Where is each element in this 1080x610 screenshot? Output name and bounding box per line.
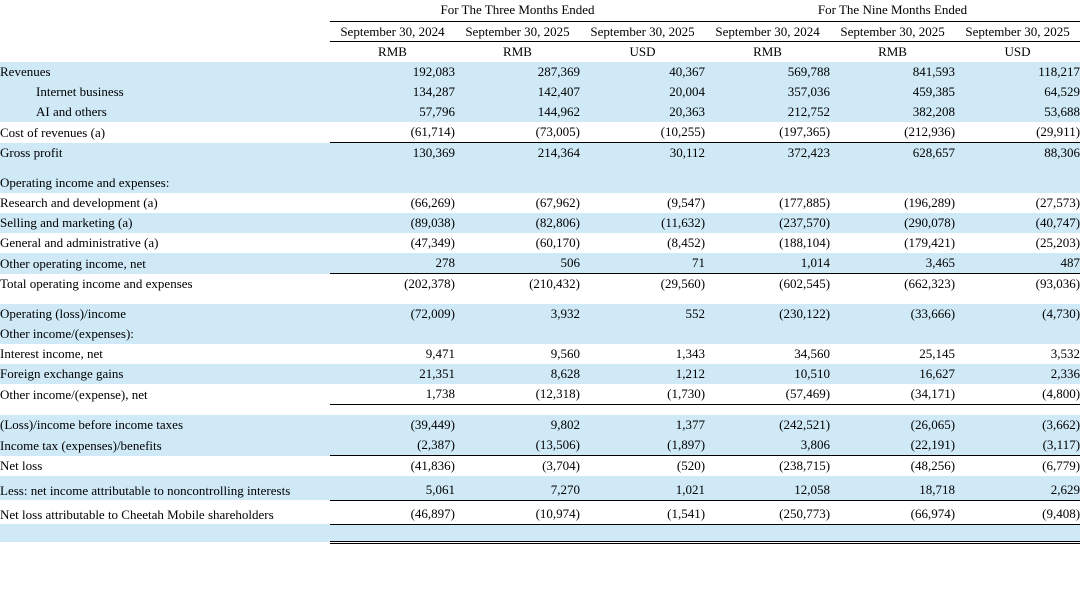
- row-value-5: 841,593: [830, 62, 955, 82]
- row-value-2: 3,932: [455, 304, 580, 324]
- row-value-6: (29,911): [955, 122, 1080, 143]
- row-label: Foreign exchange gains: [0, 364, 330, 384]
- row-value-1: (202,378): [330, 274, 455, 295]
- row-value-5: 16,627: [830, 364, 955, 384]
- row-value-1: (72,009): [330, 304, 455, 324]
- table-row: [0, 324, 1080, 344]
- row-value-2: [455, 173, 580, 193]
- row-label: Other income/(expenses):: [0, 324, 330, 344]
- row-value-4: (57,469): [705, 384, 830, 405]
- row-value-3: (10,255): [580, 122, 705, 143]
- header-group-row: [0, 0, 1080, 22]
- row-value-3: (11,632): [580, 213, 705, 233]
- row-value-1: 192,083: [330, 62, 455, 82]
- header-currency-5: RMB: [878, 44, 907, 59]
- row-value-3: (9,547): [580, 193, 705, 213]
- spacer-cell: [580, 294, 705, 304]
- row-label: Operating (loss)/income: [0, 304, 330, 324]
- table-row: [0, 193, 1080, 213]
- spacer-cell: [955, 294, 1080, 304]
- row-value-1: 1,738: [330, 384, 455, 405]
- row-value-4: (237,570): [705, 213, 830, 233]
- row-value-3: 552: [580, 304, 705, 324]
- row-value-2: 7,270: [455, 476, 580, 500]
- row-label: Selling and marketing (a): [0, 213, 330, 233]
- row-value-5: (48,256): [830, 456, 955, 477]
- row-value-3: (8,452): [580, 233, 705, 253]
- row-value-2: 287,369: [455, 62, 580, 82]
- header-date-6: [955, 22, 1080, 42]
- row-value-2: (3,704): [455, 456, 580, 477]
- row-value-2: (82,806): [455, 213, 580, 233]
- row-value-5: (212,936): [830, 122, 955, 143]
- row-value-3: 71: [580, 253, 705, 274]
- spacer-cell: [580, 405, 705, 416]
- table-row: [0, 364, 1080, 384]
- row-value-1: [330, 173, 455, 193]
- row-label: AI and others: [0, 102, 330, 122]
- header-date-label: September 30, 2025: [830, 24, 955, 42]
- spacer-cell: [705, 163, 830, 173]
- row-label: General and administrative (a): [0, 233, 330, 253]
- row-label: Interest income, net: [0, 344, 330, 364]
- table-row: [0, 435, 1080, 456]
- row-value-6: (93,036): [955, 274, 1080, 295]
- row-value-4: (238,715): [705, 456, 830, 477]
- row-value-3: 1,377: [580, 415, 705, 435]
- row-value-4: 357,036: [705, 82, 830, 102]
- row-value-1: 57,796: [330, 102, 455, 122]
- table-row: [0, 82, 1080, 102]
- table-row: [0, 213, 1080, 233]
- row-value-5: (34,171): [830, 384, 955, 405]
- row-label: Total operating income and expenses: [0, 274, 330, 295]
- spacer-row: [0, 405, 1080, 416]
- row-value-2: (60,170): [455, 233, 580, 253]
- row-value-1: (89,038): [330, 213, 455, 233]
- row-value-4: 569,788: [705, 62, 830, 82]
- row-value-3: 1,212: [580, 364, 705, 384]
- row-value-1: (61,714): [330, 122, 455, 143]
- spacer-cell: [455, 163, 580, 173]
- row-label: Net loss attributable to Cheetah Mobile shareholders: [0, 500, 330, 524]
- row-value-4: [705, 173, 830, 193]
- row-value-6: (3,117): [955, 435, 1080, 456]
- spacer-cell: [330, 294, 455, 304]
- row-value-4: (250,773): [705, 500, 830, 524]
- row-value-4: (197,365): [705, 122, 830, 143]
- header-date-4: [705, 22, 830, 42]
- row-value-1: 5,061: [330, 476, 455, 500]
- spacer-row: [0, 294, 1080, 304]
- row-value-4: 372,423: [705, 143, 830, 164]
- header-date-label: September 30, 2025: [455, 24, 580, 42]
- header-empty-cell: [0, 22, 330, 42]
- row-value-2: (13,506): [455, 435, 580, 456]
- row-value-4: 212,752: [705, 102, 830, 122]
- row-value-3: (29,560): [580, 274, 705, 295]
- header-corner-cell: [0, 0, 330, 22]
- header-group-2: [705, 0, 1080, 22]
- row-value-2: 142,407: [455, 82, 580, 102]
- closing-rule-cell: [830, 524, 955, 542]
- row-value-3: (1,730): [580, 384, 705, 405]
- row-value-4: 10,510: [705, 364, 830, 384]
- closing-rule-cell: [955, 524, 1080, 542]
- row-value-5: [830, 173, 955, 193]
- row-label: Research and development (a): [0, 193, 330, 213]
- row-value-6: [955, 173, 1080, 193]
- row-value-1: [330, 324, 455, 344]
- row-value-2: (12,318): [455, 384, 580, 405]
- row-value-2: (10,974): [455, 500, 580, 524]
- header-group-label: For The Three Months Ended: [330, 0, 705, 22]
- row-value-2: (67,962): [455, 193, 580, 213]
- row-value-5: 18,718: [830, 476, 955, 500]
- spacer-cell: [705, 405, 830, 416]
- row-value-3: (1,897): [580, 435, 705, 456]
- row-label: Operating income and expenses:: [0, 173, 330, 193]
- row-value-1: 134,287: [330, 82, 455, 102]
- spacer-cell: [580, 163, 705, 173]
- table-row: [0, 384, 1080, 405]
- row-value-6: 118,217: [955, 62, 1080, 82]
- header-date-row: [0, 22, 1080, 42]
- table-row: [0, 304, 1080, 324]
- table-row: [0, 344, 1080, 364]
- row-value-6: (4,800): [955, 384, 1080, 405]
- closing-rule-cell: [580, 524, 705, 542]
- row-value-6: (9,408): [955, 500, 1080, 524]
- header-date-5: [830, 22, 955, 42]
- spacer-cell: [830, 163, 955, 173]
- row-value-5: 628,657: [830, 143, 955, 164]
- spacer-cell: [830, 294, 955, 304]
- row-value-4: 34,560: [705, 344, 830, 364]
- row-value-6: 2,629: [955, 476, 1080, 500]
- row-value-6: (40,747): [955, 213, 1080, 233]
- header-date-label: September 30, 2024: [330, 24, 455, 42]
- row-value-2: [455, 324, 580, 344]
- row-value-3: 40,367: [580, 62, 705, 82]
- spacer-row: [0, 163, 1080, 173]
- row-value-2: 144,962: [455, 102, 580, 122]
- header-currency-6: USD: [1004, 44, 1031, 59]
- row-label: Income tax (expenses)/benefits: [0, 435, 330, 456]
- header-empty-cell-2: [0, 42, 330, 62]
- table-row: [0, 62, 1080, 82]
- spacer-label-cell: [0, 405, 330, 416]
- row-value-2: 9,560: [455, 344, 580, 364]
- header-date-2: [455, 22, 580, 42]
- row-value-5: (66,974): [830, 500, 955, 524]
- spacer-cell: [830, 405, 955, 416]
- row-value-6: (25,203): [955, 233, 1080, 253]
- row-value-4: (177,885): [705, 193, 830, 213]
- row-value-5: 459,385: [830, 82, 955, 102]
- row-label: (Loss)/income before income taxes: [0, 415, 330, 435]
- spacer-label-cell: [0, 294, 330, 304]
- spacer-cell: [955, 163, 1080, 173]
- row-value-1: (46,897): [330, 500, 455, 524]
- row-value-5: (22,191): [830, 435, 955, 456]
- spacer-cell: [455, 405, 580, 416]
- spacer-cell: [705, 294, 830, 304]
- row-value-3: (520): [580, 456, 705, 477]
- row-value-4: (602,545): [705, 274, 830, 295]
- row-value-6: (4,730): [955, 304, 1080, 324]
- row-value-5: (26,065): [830, 415, 955, 435]
- row-value-1: (2,387): [330, 435, 455, 456]
- row-value-5: (196,289): [830, 193, 955, 213]
- row-value-1: 21,351: [330, 364, 455, 384]
- header-currency-2: RMB: [503, 44, 532, 59]
- row-value-3: 30,112: [580, 143, 705, 164]
- closing-rule-label-cell: [0, 524, 330, 542]
- row-label: Gross profit: [0, 143, 330, 164]
- row-value-1: 130,369: [330, 143, 455, 164]
- row-value-5: (179,421): [830, 233, 955, 253]
- row-value-1: (66,269): [330, 193, 455, 213]
- row-value-4: [705, 324, 830, 344]
- header-group-label: For The Nine Months Ended: [705, 0, 1080, 22]
- header-date-label: September 30, 2025: [955, 24, 1080, 42]
- row-value-2: 9,802: [455, 415, 580, 435]
- row-value-1: (41,836): [330, 456, 455, 477]
- table-row: [0, 173, 1080, 193]
- header-date-1: [330, 22, 455, 42]
- table-row: [0, 476, 1080, 500]
- row-value-1: (39,449): [330, 415, 455, 435]
- closing-rule-cell: [330, 524, 455, 542]
- row-value-4: (188,104): [705, 233, 830, 253]
- spacer-cell: [955, 405, 1080, 416]
- row-value-5: 25,145: [830, 344, 955, 364]
- row-value-1: (47,349): [330, 233, 455, 253]
- row-value-6: (6,779): [955, 456, 1080, 477]
- row-value-2: 214,364: [455, 143, 580, 164]
- row-value-4: (242,521): [705, 415, 830, 435]
- row-value-6: [955, 324, 1080, 344]
- row-value-6: 3,532: [955, 344, 1080, 364]
- row-value-3: 20,004: [580, 82, 705, 102]
- row-value-6: 2,336: [955, 364, 1080, 384]
- table-row: [0, 274, 1080, 295]
- spacer-label-cell: [0, 163, 330, 173]
- closing-rule-cell: [705, 524, 830, 542]
- row-value-3: (1,541): [580, 500, 705, 524]
- row-value-5: 3,465: [830, 253, 955, 274]
- table-row: [0, 456, 1080, 477]
- table-row: [0, 253, 1080, 274]
- header-date-3: [580, 22, 705, 42]
- spacer-cell: [330, 405, 455, 416]
- row-value-4: 3,806: [705, 435, 830, 456]
- row-value-4: 1,014: [705, 253, 830, 274]
- header-date-label: September 30, 2024: [705, 24, 830, 42]
- row-value-5: (290,078): [830, 213, 955, 233]
- header-currency-3: USD: [629, 44, 656, 59]
- row-value-2: 8,628: [455, 364, 580, 384]
- table-row: [0, 500, 1080, 524]
- row-value-3: 1,343: [580, 344, 705, 364]
- table-row: [0, 102, 1080, 122]
- row-value-6: 53,688: [955, 102, 1080, 122]
- row-value-5: [830, 324, 955, 344]
- row-value-3: 1,021: [580, 476, 705, 500]
- header-currency-1: RMB: [378, 44, 407, 59]
- row-value-6: (3,662): [955, 415, 1080, 435]
- spacer-cell: [455, 294, 580, 304]
- header-currency-row: [0, 42, 1080, 62]
- row-value-5: 382,208: [830, 102, 955, 122]
- table-row: [0, 233, 1080, 253]
- closing-rule-row: [0, 524, 1080, 542]
- row-label: Less: net income attributable to noncontrolling interests: [0, 476, 330, 500]
- row-label: Internet business: [0, 82, 330, 102]
- row-label: Revenues: [0, 62, 330, 82]
- row-value-3: 20,363: [580, 102, 705, 122]
- header-group-1: [330, 0, 705, 22]
- row-value-5: (662,323): [830, 274, 955, 295]
- row-value-2: 506: [455, 253, 580, 274]
- row-value-4: 12,058: [705, 476, 830, 500]
- row-value-4: (230,122): [705, 304, 830, 324]
- row-label: Net loss: [0, 456, 330, 477]
- row-value-6: (27,573): [955, 193, 1080, 213]
- row-value-2: (73,005): [455, 122, 580, 143]
- row-value-1: 278: [330, 253, 455, 274]
- row-label: Other operating income, net: [0, 253, 330, 274]
- row-value-5: (33,666): [830, 304, 955, 324]
- table-row: [0, 143, 1080, 164]
- row-value-6: 487: [955, 253, 1080, 274]
- row-value-1: 9,471: [330, 344, 455, 364]
- row-value-3: [580, 173, 705, 193]
- row-value-3: [580, 324, 705, 344]
- row-value-2: (210,432): [455, 274, 580, 295]
- row-value-6: 88,306: [955, 143, 1080, 164]
- header-currency-4: RMB: [753, 44, 782, 59]
- spacer-cell: [330, 163, 455, 173]
- closing-rule-cell: [455, 524, 580, 542]
- header-date-label: September 30, 2025: [580, 24, 705, 42]
- table-row: [0, 122, 1080, 143]
- table-row: [0, 415, 1080, 435]
- row-value-6: 64,529: [955, 82, 1080, 102]
- row-label: Cost of revenues (a): [0, 122, 330, 143]
- row-label: Other income/(expense), net: [0, 384, 330, 405]
